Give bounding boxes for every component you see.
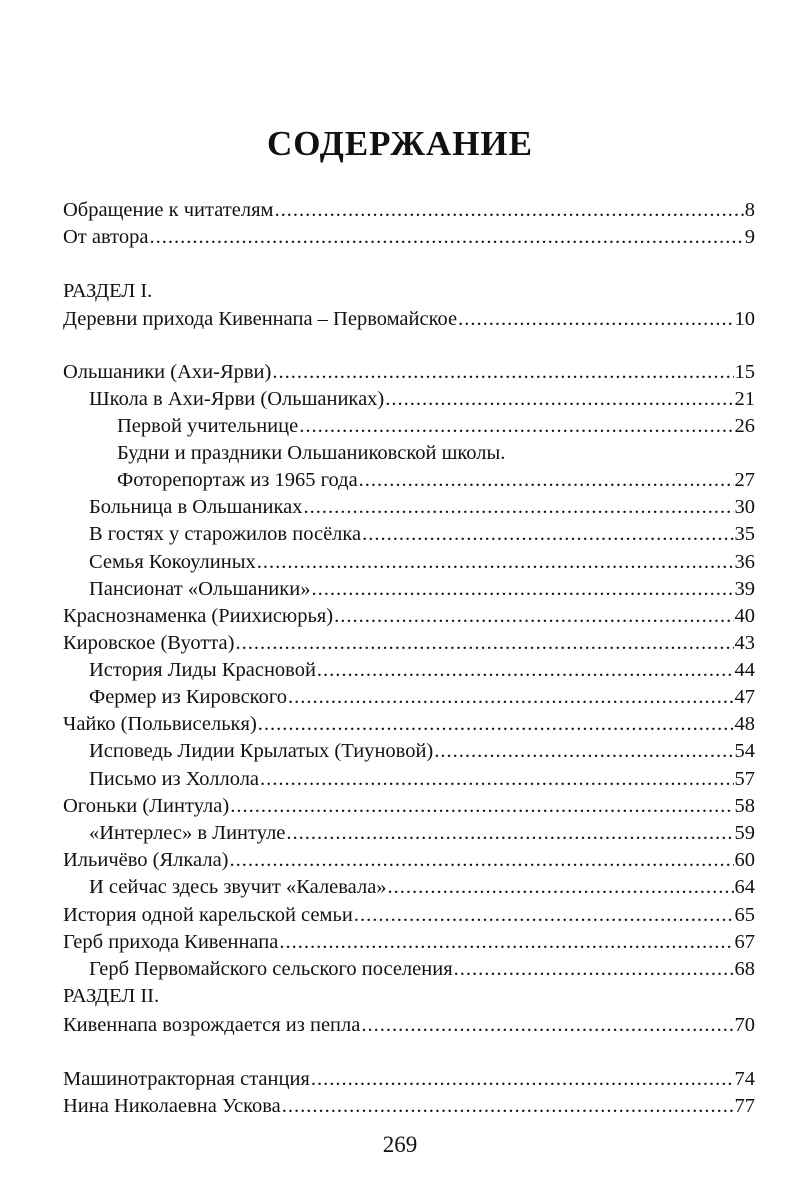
toc-entry-page: 44 <box>734 659 755 681</box>
toc-entry-title: Нина Николаевна Ускова <box>63 1095 281 1117</box>
toc-leader-dots <box>361 1010 733 1040</box>
toc-entry-title: Школа в Ахи-Ярви (Ольшаниках) <box>89 388 385 410</box>
toc-entry-page: 30 <box>734 496 755 518</box>
toc-leader-dots <box>359 465 734 495</box>
toc-entry-title: Кивеннапа возрождается из пепла <box>63 1014 361 1036</box>
toc-entry <box>0 927 800 957</box>
toc-entry <box>0 1091 800 1121</box>
toc-leader-dots <box>149 222 743 252</box>
toc-leader-dots <box>362 519 733 549</box>
toc-entry-page: 48 <box>734 713 755 735</box>
toc-leader-dots <box>299 411 733 441</box>
toc-entry-title: Письмо из Холлола <box>89 768 260 790</box>
toc-entry-page: 35 <box>734 523 755 545</box>
section-heading-title: РАЗДЕЛ II. <box>63 985 160 1007</box>
toc-entry-title: Исповедь Лидии Крылатых (Тиуновой) <box>89 740 434 762</box>
toc-entry-title: Герб прихода Кивеннапа <box>63 931 279 953</box>
toc-entry-title: Ольшаники (Ахи-Ярви) <box>63 361 272 383</box>
toc-leader-dots <box>303 492 733 522</box>
toc-entry-page: 54 <box>734 740 755 762</box>
toc-entry-page: 65 <box>734 904 755 926</box>
toc-entry-title: Герб Первомайского сельского поселения <box>89 958 453 980</box>
toc-leader-dots <box>279 927 733 957</box>
toc-entry-page: 26 <box>734 415 755 437</box>
toc-entry-title: В гостях у старожилов посёлка <box>89 523 362 545</box>
toc-leader-dots <box>434 736 733 766</box>
toc-leader-dots <box>258 709 734 739</box>
toc-entry-title: От автора <box>63 226 149 248</box>
toc-entry-title: Машинотракторная станция <box>63 1068 310 1090</box>
toc-entry-page: 67 <box>734 931 755 953</box>
section-heading-title: РАЗДЕЛ I. <box>63 280 153 302</box>
toc-leader-dots <box>230 845 734 875</box>
toc-entry-page: 57 <box>734 768 755 790</box>
section-heading <box>0 276 800 306</box>
toc-entry-title: Больница в Ольшаниках <box>89 496 303 518</box>
toc-entry <box>0 764 800 794</box>
toc-entry-title: Краснознаменка (Риихисюрья) <box>63 605 334 627</box>
toc-entry-title: «Интерлес» в Линтуле <box>89 822 286 844</box>
toc-entry-title: История одной карельской семьи <box>63 904 353 926</box>
toc-leader-dots <box>257 547 734 577</box>
toc-entry <box>0 845 800 875</box>
toc-leader-dots <box>288 682 734 712</box>
toc-entry <box>0 655 800 685</box>
toc-leader-dots <box>454 954 734 984</box>
toc-entry-page: 9 <box>744 226 755 248</box>
toc-entry-title: Первой учительнице <box>117 415 299 437</box>
toc-entry <box>0 736 800 766</box>
toc-entry-page: 27 <box>734 469 755 491</box>
toc-entry <box>0 709 800 739</box>
toc-entry-page: 60 <box>734 849 755 871</box>
toc-entry-page: 77 <box>734 1095 755 1117</box>
toc-entry <box>0 465 800 495</box>
toc-entry-page: 47 <box>734 686 755 708</box>
toc-entry-page: 36 <box>734 551 755 573</box>
toc-entry-page: 43 <box>734 632 755 654</box>
toc-entry-page: 59 <box>734 822 755 844</box>
toc-leader-dots <box>286 818 733 848</box>
toc-leader-dots <box>272 357 733 387</box>
toc-entry-title: Будни и праздники Ольшаниковской школы. <box>117 442 506 464</box>
toc-leader-dots <box>334 601 733 631</box>
toc-entry-page: 40 <box>734 605 755 627</box>
toc-entry <box>0 519 800 549</box>
toc-entry-page: 10 <box>734 308 755 330</box>
toc-entry-page: 21 <box>734 388 755 410</box>
toc-leader-dots <box>317 655 734 685</box>
toc-entry-title: И сейчас здесь звучит «Калевала» <box>89 876 387 898</box>
toc-leader-dots <box>354 900 734 930</box>
toc-entry-title: Фермер из Кировского <box>89 686 287 708</box>
toc-leader-dots <box>282 1091 734 1121</box>
toc-entry-title: Ильичёво (Ялкала) <box>63 849 229 871</box>
toc-entry-title: Огоньки (Линтула) <box>63 795 230 817</box>
toc-entry <box>0 547 800 577</box>
toc-leader-dots <box>230 791 733 821</box>
toc-entry <box>0 411 800 441</box>
toc-entry <box>0 574 800 604</box>
toc-leader-dots <box>385 384 733 414</box>
toc-entry-page: 8 <box>744 199 755 221</box>
toc-leader-dots <box>311 574 733 604</box>
section-heading <box>0 981 800 1011</box>
toc-entry <box>0 954 800 984</box>
toc-entry-page: 68 <box>734 958 755 980</box>
toc-entry <box>0 818 800 848</box>
toc-entry <box>0 222 800 252</box>
toc-leader-dots <box>236 628 734 658</box>
toc-entry-title: Обращение к читателям <box>63 199 274 221</box>
toc-entry-page: 70 <box>734 1014 755 1036</box>
toc-leader-dots <box>260 764 733 794</box>
toc-entry <box>0 438 800 468</box>
toc-entry-title: Пансионат «Ольшаники» <box>89 578 311 600</box>
toc-entry-title: Чайко (Польвиселькя) <box>63 713 257 735</box>
toc-entry <box>0 682 800 712</box>
toc-entry-page: 15 <box>734 361 755 383</box>
toc-entry <box>0 195 800 225</box>
toc-entry <box>0 791 800 821</box>
toc-entry-page: 39 <box>734 578 755 600</box>
toc-entry <box>0 900 800 930</box>
page-number: 269 <box>382 1132 418 1157</box>
toc-leader-dots <box>388 872 734 902</box>
toc-leader-dots <box>311 1064 734 1094</box>
toc-entry <box>0 492 800 522</box>
toc-entry-title: Кировское (Вуотта) <box>63 632 235 654</box>
toc-entry <box>0 384 800 414</box>
toc-entry-title: Фоторепортаж из 1965 года <box>117 469 358 491</box>
toc-leader-dots <box>458 304 733 334</box>
toc-entry <box>0 872 800 902</box>
toc-entry-page: 74 <box>734 1068 755 1090</box>
page-title: СОДЕРЖАНИЕ <box>266 124 533 163</box>
toc-leader-dots <box>274 195 743 225</box>
toc-entry <box>0 357 800 387</box>
toc-entry <box>0 601 800 631</box>
toc-entry <box>0 304 800 334</box>
toc-entry-page: 64 <box>734 876 755 898</box>
toc-entry-title: Семья Кокоулиных <box>89 551 256 573</box>
toc-entry <box>0 1010 800 1040</box>
toc-entry <box>0 1064 800 1094</box>
toc-entry-page: 58 <box>734 795 755 817</box>
toc-entry-title: История Лиды Красновой <box>89 659 316 681</box>
toc-entry-title: Деревни прихода Кивеннапа – Первомайское <box>63 308 458 330</box>
toc-entry <box>0 628 800 658</box>
